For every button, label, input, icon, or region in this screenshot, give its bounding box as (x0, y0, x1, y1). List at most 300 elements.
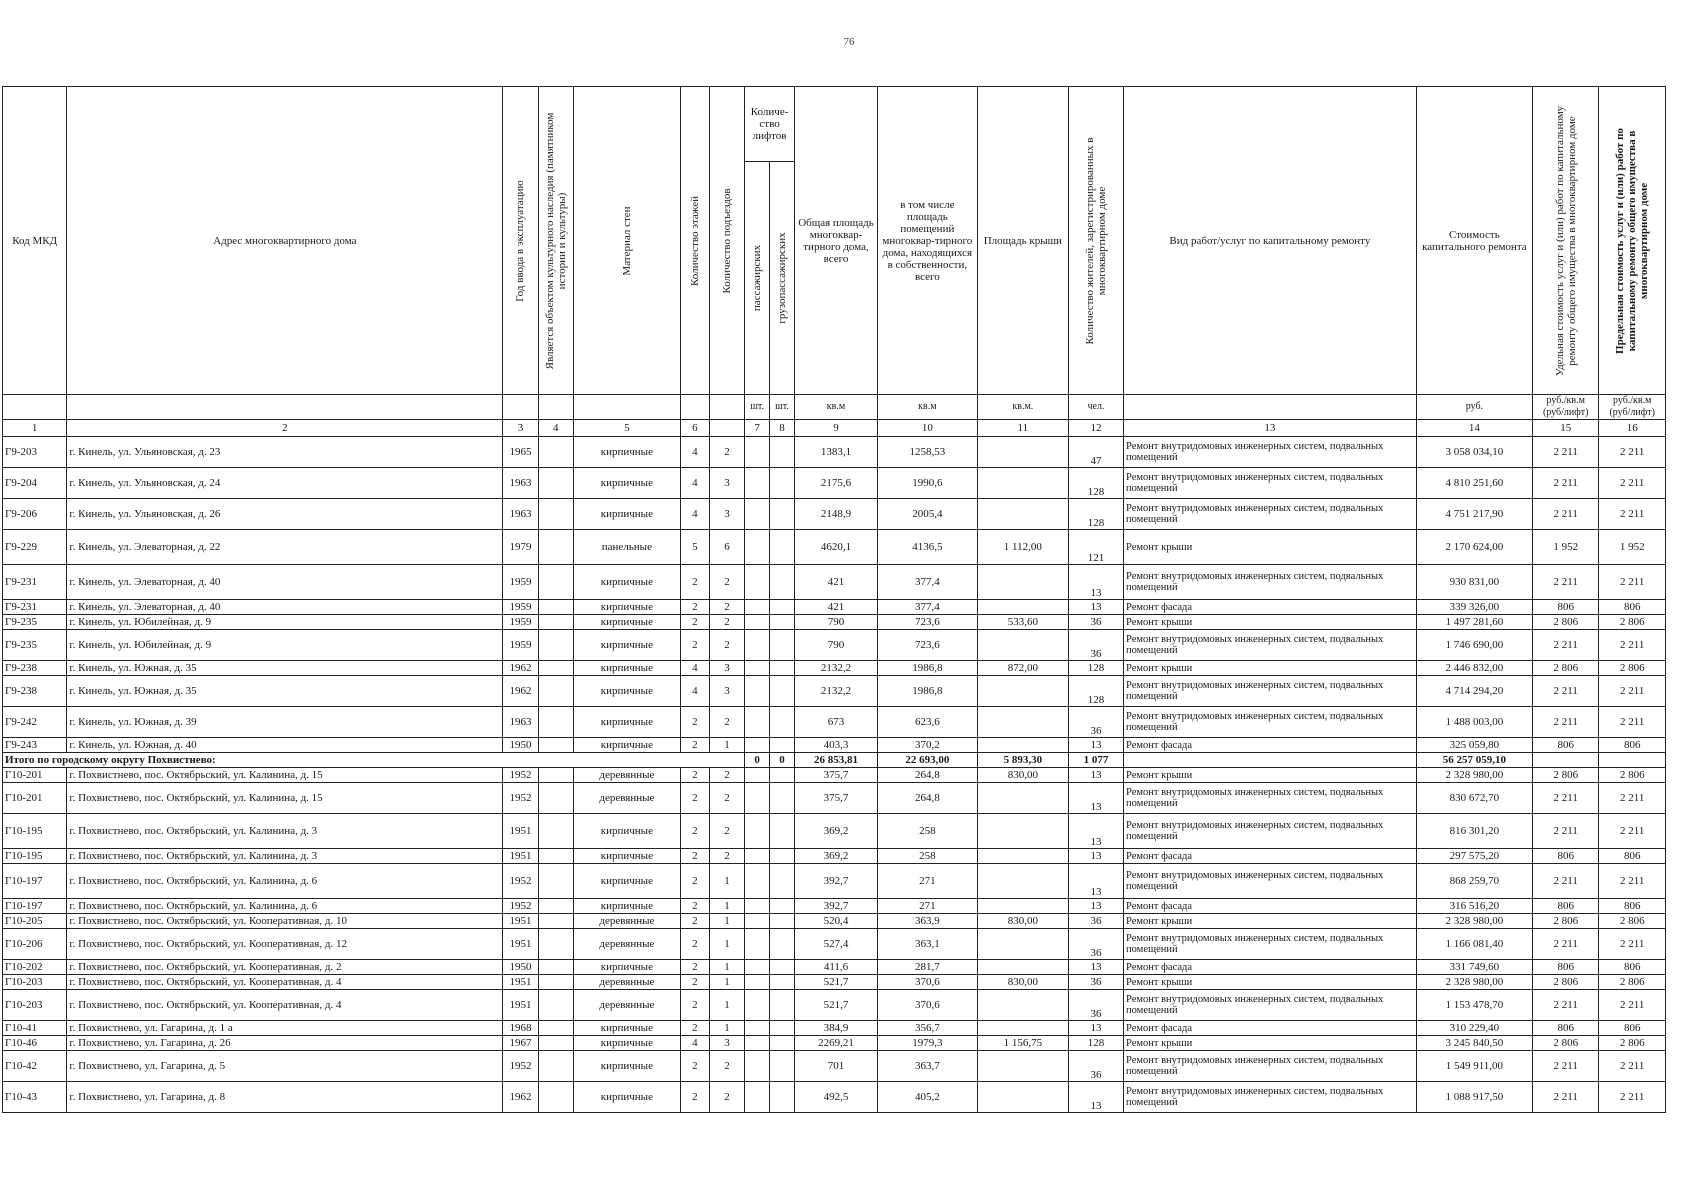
cell-work-type: Ремонт фасада (1124, 899, 1417, 914)
cell-entrances: 1 (709, 899, 744, 914)
header-heritage: Является объектом культурного наследия (памятником истории и культуры) (538, 87, 573, 395)
cell-residents: 36 (1069, 707, 1124, 738)
cell-unit-cost: 2 806 (1533, 975, 1599, 990)
cell-roof-area (977, 437, 1068, 468)
table-row (3, 468, 1666, 499)
cell-address: г. Кинель, ул. Южная, д. 35 (67, 661, 503, 676)
cell-residents: 13 (1069, 960, 1124, 975)
table-row (3, 914, 1666, 929)
cell-heritage (538, 814, 573, 849)
cell-lifts-passenger (745, 783, 770, 814)
table-row (3, 738, 1666, 753)
cell-year: 1951 (503, 914, 538, 929)
total-lifts-cargo: 0 (770, 753, 795, 768)
cell-floors: 2 (680, 768, 709, 783)
cell-entrances: 2 (709, 849, 744, 864)
cell-max-cost: 2 211 (1599, 929, 1666, 960)
cell-lifts-cargo (770, 630, 795, 661)
cell-entrances: 2 (709, 768, 744, 783)
cell-total-area: 1383,1 (794, 437, 877, 468)
table-row (3, 929, 1666, 960)
cell-lifts-cargo (770, 530, 795, 565)
cell-roof-area: 872,00 (977, 661, 1068, 676)
header-max-cost: Предельная стоимость услуг и (или) работ по капитальному ремонту общего имущества в многоквартирном доме (1599, 87, 1666, 395)
cell-unit-cost: 2 211 (1533, 565, 1599, 600)
cell-lifts-passenger (745, 630, 770, 661)
cell-max-cost: 2 806 (1599, 975, 1666, 990)
cell-residents: 36 (1069, 1051, 1124, 1082)
capital-repair-table (2, 86, 1666, 1113)
cell-unit-cost: 806 (1533, 738, 1599, 753)
cell-lifts-passenger (745, 990, 770, 1021)
cell-total-area: 2132,2 (794, 661, 877, 676)
cell-entrances: 2 (709, 814, 744, 849)
cell-address: г. Кинель, ул. Южная, д. 40 (67, 738, 503, 753)
total-area: 26 853,81 (794, 753, 877, 768)
cell-walls: кирпичные (573, 864, 680, 899)
cell-heritage (538, 1051, 573, 1082)
cell-unit-cost: 2 211 (1533, 783, 1599, 814)
header-cost: Стоимость капитального ремонта (1416, 87, 1532, 395)
cell-cost: 1 746 690,00 (1416, 630, 1532, 661)
cell-lifts-cargo (770, 468, 795, 499)
cell-lifts-passenger (745, 849, 770, 864)
cell-lifts-cargo (770, 864, 795, 899)
header-work-type: Вид работ/услуг по капитальному ремонту (1124, 87, 1417, 395)
cell-entrances: 2 (709, 615, 744, 630)
table-row (3, 768, 1666, 783)
cell-roof-area (977, 707, 1068, 738)
cell-total-area: 527,4 (794, 929, 877, 960)
cell-lifts-cargo (770, 975, 795, 990)
cell-unit-cost: 2 806 (1533, 661, 1599, 676)
cell-lifts-passenger (745, 707, 770, 738)
cell-lifts-cargo (770, 849, 795, 864)
cell-walls: кирпичные (573, 1036, 680, 1051)
table-row (3, 1036, 1666, 1051)
header-residents: Количество жителей, зарегистрированных в многоквартирном доме (1069, 87, 1124, 395)
cell-max-cost: 2 211 (1599, 468, 1666, 499)
table-row (3, 499, 1666, 530)
cell-work-type: Ремонт крыши (1124, 661, 1417, 676)
cell-residents: 13 (1069, 1082, 1124, 1113)
column-number (709, 420, 744, 437)
cell-total-area: 2269,21 (794, 1036, 877, 1051)
cell-heritage (538, 468, 573, 499)
cell-residents: 13 (1069, 814, 1124, 849)
cell-cost: 1 497 281,60 (1416, 615, 1532, 630)
cell-address: г. Кинель, ул. Юбилейная, д. 9 (67, 615, 503, 630)
cell-walls: панельные (573, 530, 680, 565)
cell-roof-area: 1 112,00 (977, 530, 1068, 565)
cell-year: 1951 (503, 990, 538, 1021)
cell-lifts-cargo (770, 738, 795, 753)
cell-address: г. Похвистнево, ул. Гагарина, д. 8 (67, 1082, 503, 1113)
cell-heritage (538, 738, 573, 753)
cell-unit-cost: 2 806 (1533, 615, 1599, 630)
unit-rub-sqm: руб./кв.м (руб/лифт) (1533, 395, 1599, 420)
column-number: 5 (573, 420, 680, 437)
cell-residents: 36 (1069, 630, 1124, 661)
cell-lifts-passenger (745, 960, 770, 975)
cell-address: г. Кинель, ул. Элеваторная, д. 40 (67, 565, 503, 600)
table-row (3, 437, 1666, 468)
cell-cost: 2 328 980,00 (1416, 975, 1532, 990)
cell-owned-area: 405,2 (878, 1082, 978, 1113)
cell-work-type: Ремонт крыши (1124, 914, 1417, 929)
cell-max-cost: 2 806 (1599, 914, 1666, 929)
cell-floors: 2 (680, 990, 709, 1021)
cell-unit-cost: 2 211 (1533, 676, 1599, 707)
cell-max-cost: 1 952 (1599, 530, 1666, 565)
cell-code: Г10-41 (3, 1021, 67, 1036)
cell-cost: 868 259,70 (1416, 864, 1532, 899)
table-row (3, 615, 1666, 630)
cell-total-area: 521,7 (794, 990, 877, 1021)
cell-max-cost: 2 806 (1599, 661, 1666, 676)
cell-address: г. Кинель, ул. Южная, д. 35 (67, 676, 503, 707)
cell-max-cost: 2 211 (1599, 814, 1666, 849)
cell-roof-area (977, 468, 1068, 499)
cell-address: г. Похвистнево, пос. Октябрьский, ул. Калинина, д. 3 (67, 814, 503, 849)
cell-unit-cost: 2 211 (1533, 1051, 1599, 1082)
header-year: Год ввода в эксплуатацию (503, 87, 538, 395)
cell-walls: кирпичные (573, 468, 680, 499)
column-number: 13 (1124, 420, 1417, 437)
cell-residents: 13 (1069, 1021, 1124, 1036)
cell-total-area: 2148,9 (794, 499, 877, 530)
table-row (3, 565, 1666, 600)
cell-address: г. Кинель, ул. Юбилейная, д. 9 (67, 630, 503, 661)
cell-code: Г10-201 (3, 783, 67, 814)
cell-owned-area: 377,4 (878, 600, 978, 615)
cell-max-cost: 2 806 (1599, 768, 1666, 783)
cell-heritage (538, 437, 573, 468)
cell-unit-cost: 806 (1533, 600, 1599, 615)
cell-max-cost: 806 (1599, 600, 1666, 615)
cell-heritage (538, 849, 573, 864)
cell-walls: деревянные (573, 783, 680, 814)
cell-work-type: Ремонт внутридомовых инженерных систем, подвальных помещений (1124, 864, 1417, 899)
total-residents: 1 077 (1069, 753, 1124, 768)
header-lifts-cargo: грузопассажирских (770, 162, 795, 395)
cell-entrances: 3 (709, 661, 744, 676)
cell-max-cost: 2 211 (1599, 783, 1666, 814)
cell-address: г. Похвистнево, ул. Гагарина, д. 1 а (67, 1021, 503, 1036)
cell-walls: деревянные (573, 975, 680, 990)
cell-heritage (538, 975, 573, 990)
cell-lifts-passenger (745, 1036, 770, 1051)
unit-pcs: шт. (745, 395, 770, 420)
cell-lifts-passenger (745, 565, 770, 600)
cell-heritage (538, 929, 573, 960)
cell-year: 1952 (503, 1051, 538, 1082)
cell-heritage (538, 1082, 573, 1113)
cell-year: 1951 (503, 929, 538, 960)
cell-floors: 4 (680, 661, 709, 676)
cell-owned-area: 363,7 (878, 1051, 978, 1082)
cell-walls: кирпичные (573, 600, 680, 615)
cell-roof-area: 830,00 (977, 914, 1068, 929)
cell-code: Г9-204 (3, 468, 67, 499)
cell-owned-area: 1979,3 (878, 1036, 978, 1051)
cell-code: Г10-195 (3, 814, 67, 849)
cell-work-type: Ремонт внутридомовых инженерных систем, подвальных помещений (1124, 437, 1417, 468)
cell-walls: кирпичные (573, 899, 680, 914)
cell-total-area: 369,2 (794, 849, 877, 864)
cell-year: 1951 (503, 814, 538, 849)
cell-residents: 13 (1069, 899, 1124, 914)
cell-cost: 816 301,20 (1416, 814, 1532, 849)
cell-unit-cost: 1 952 (1533, 530, 1599, 565)
cell-heritage (538, 600, 573, 615)
cell-work-type: Ремонт фасада (1124, 600, 1417, 615)
cell-max-cost: 2 211 (1599, 565, 1666, 600)
cell-year: 1965 (503, 437, 538, 468)
cell-owned-area: 271 (878, 899, 978, 914)
cell-max-cost: 2 211 (1599, 864, 1666, 899)
table-total (3, 753, 1666, 768)
cell-walls: деревянные (573, 990, 680, 1021)
cell-lifts-passenger (745, 615, 770, 630)
cell-year: 1967 (503, 1036, 538, 1051)
cell-unit-cost: 806 (1533, 1021, 1599, 1036)
cell-code: Г10-203 (3, 990, 67, 1021)
cell-walls: кирпичные (573, 707, 680, 738)
unit-pcs: шт. (770, 395, 795, 420)
cell-lifts-passenger (745, 499, 770, 530)
cell-address: г. Кинель, ул. Элеваторная, д. 22 (67, 530, 503, 565)
cell-max-cost: 806 (1599, 899, 1666, 914)
cell-walls: кирпичные (573, 499, 680, 530)
cell-floors: 2 (680, 864, 709, 899)
cell-cost: 4 714 294,20 (1416, 676, 1532, 707)
cell-lifts-passenger (745, 676, 770, 707)
cell-residents: 128 (1069, 676, 1124, 707)
cell-lifts-passenger (745, 1051, 770, 1082)
cell-heritage (538, 661, 573, 676)
cell-residents: 121 (1069, 530, 1124, 565)
cell-year: 1951 (503, 975, 538, 990)
cell-owned-area: 4136,5 (878, 530, 978, 565)
cell-total-area: 375,7 (794, 783, 877, 814)
cell-walls: кирпичные (573, 661, 680, 676)
cell-heritage (538, 630, 573, 661)
cell-entrances: 1 (709, 929, 744, 960)
cell-entrances: 2 (709, 783, 744, 814)
cell-lifts-cargo (770, 783, 795, 814)
cell-residents: 36 (1069, 615, 1124, 630)
table-row (3, 899, 1666, 914)
cell-residents: 128 (1069, 1036, 1124, 1051)
cell-residents: 36 (1069, 929, 1124, 960)
cell-roof-area (977, 864, 1068, 899)
table-row (3, 661, 1666, 676)
cell-floors: 2 (680, 929, 709, 960)
cell-total-area: 2175,6 (794, 468, 877, 499)
unit-rub-sqm: руб./кв.м (руб/лифт) (1599, 395, 1666, 420)
cell-address: г. Похвистнево, ул. Гагарина, д. 26 (67, 1036, 503, 1051)
table-body-kinel (3, 437, 1666, 753)
cell-work-type: Ремонт внутридомовых инженерных систем, подвальных помещений (1124, 1051, 1417, 1082)
cell-work-type: Ремонт внутридомовых инженерных систем, подвальных помещений (1124, 929, 1417, 960)
cell-max-cost: 806 (1599, 738, 1666, 753)
units-row (3, 395, 1666, 420)
column-number: 9 (794, 420, 877, 437)
cell-owned-area: 1990,6 (878, 468, 978, 499)
cell-max-cost: 806 (1599, 849, 1666, 864)
cell-year: 1950 (503, 960, 538, 975)
cell-year: 1950 (503, 738, 538, 753)
cell-roof-area (977, 676, 1068, 707)
cell-lifts-cargo (770, 615, 795, 630)
cell-residents: 128 (1069, 661, 1124, 676)
cell-unit-cost: 2 211 (1533, 929, 1599, 960)
cell-unit-cost: 2 211 (1533, 437, 1599, 468)
cell-owned-area: 258 (878, 814, 978, 849)
cell-address: г. Похвистнево, пос. Октябрьский, ул. Калинина, д. 3 (67, 849, 503, 864)
cell-lifts-passenger (745, 1021, 770, 1036)
cell-entrances: 3 (709, 1036, 744, 1051)
cell-owned-area: 723,6 (878, 615, 978, 630)
table-body-pokhvistnevo (3, 768, 1666, 1113)
cell-address: г. Похвистнево, пос. Октябрьский, ул. Калинина, д. 15 (67, 783, 503, 814)
cell-year: 1963 (503, 499, 538, 530)
cell-work-type: Ремонт внутридомовых инженерных систем, подвальных помещений (1124, 676, 1417, 707)
cell-address: г. Похвистнево, пос. Октябрьский, ул. Кооперативная, д. 4 (67, 990, 503, 1021)
cell-total-area: 2132,2 (794, 676, 877, 707)
cell-floors: 2 (680, 814, 709, 849)
cell-roof-area: 830,00 (977, 768, 1068, 783)
cell-max-cost: 2 806 (1599, 615, 1666, 630)
cell-floors: 4 (680, 437, 709, 468)
cell-code: Г10-202 (3, 960, 67, 975)
cell-residents: 13 (1069, 738, 1124, 753)
cell-cost: 1 488 003,00 (1416, 707, 1532, 738)
cell-roof-area: 533,60 (977, 615, 1068, 630)
cell-max-cost: 2 211 (1599, 499, 1666, 530)
header-lifts: Количе-ство лифтов (745, 87, 795, 162)
cell-lifts-cargo (770, 565, 795, 600)
column-number: 6 (680, 420, 709, 437)
cell-entrances: 1 (709, 975, 744, 990)
column-number: 8 (770, 420, 795, 437)
cell-heritage (538, 914, 573, 929)
cell-owned-area: 363,9 (878, 914, 978, 929)
cell-lifts-cargo (770, 914, 795, 929)
cell-unit-cost: 2 211 (1533, 990, 1599, 1021)
header-address: Адрес многоквартирного дома (67, 87, 503, 395)
cell-floors: 2 (680, 600, 709, 615)
cell-residents: 13 (1069, 864, 1124, 899)
cell-code: Г10-203 (3, 975, 67, 990)
cell-cost: 3 245 840,50 (1416, 1036, 1532, 1051)
cell-max-cost: 2 806 (1599, 1036, 1666, 1051)
cell-work-type: Ремонт внутридомовых инженерных систем, подвальных помещений (1124, 468, 1417, 499)
cell-work-type: Ремонт внутридомовых инженерных систем, подвальных помещений (1124, 499, 1417, 530)
cell-walls: деревянные (573, 768, 680, 783)
cell-code: Г9-231 (3, 600, 67, 615)
cell-year: 1962 (503, 1082, 538, 1113)
cell-code: Г10-197 (3, 899, 67, 914)
cell-work-type: Ремонт внутридомовых инженерных систем, подвальных помещений (1124, 565, 1417, 600)
cell-heritage (538, 864, 573, 899)
cell-roof-area (977, 899, 1068, 914)
cell-code: Г10-205 (3, 914, 67, 929)
cell-total-area: 369,2 (794, 814, 877, 849)
column-number: 7 (745, 420, 770, 437)
cell-address: г. Похвистнево, пос. Октябрьский, ул. Калинина, д. 6 (67, 864, 503, 899)
cell-entrances: 2 (709, 1082, 744, 1113)
cell-year: 1952 (503, 899, 538, 914)
cell-lifts-cargo (770, 1082, 795, 1113)
cell-unit-cost: 2 211 (1533, 814, 1599, 849)
cell-residents: 13 (1069, 783, 1124, 814)
cell-walls: кирпичные (573, 849, 680, 864)
cell-lifts-passenger (745, 661, 770, 676)
cell-floors: 4 (680, 499, 709, 530)
cell-owned-area: 264,8 (878, 783, 978, 814)
cell-floors: 2 (680, 738, 709, 753)
cell-total-area: 411,6 (794, 960, 877, 975)
cell-lifts-cargo (770, 1051, 795, 1082)
cell-code: Г9-243 (3, 738, 67, 753)
cell-work-type: Ремонт фасада (1124, 1021, 1417, 1036)
cell-floors: 4 (680, 468, 709, 499)
cell-residents: 128 (1069, 468, 1124, 499)
cell-owned-area: 2005,4 (878, 499, 978, 530)
cell-owned-area: 623,6 (878, 707, 978, 738)
cell-roof-area (977, 499, 1068, 530)
cell-year: 1962 (503, 676, 538, 707)
cell-heritage (538, 676, 573, 707)
cell-walls: кирпичные (573, 1082, 680, 1113)
header-code: Код МКД (3, 87, 67, 395)
cell-address: г. Похвистнево, пос. Октябрьский, ул. Кооперативная, д. 2 (67, 960, 503, 975)
unit-sqm: кв.м (794, 395, 877, 420)
cell-floors: 4 (680, 1036, 709, 1051)
cell-walls: деревянные (573, 929, 680, 960)
cell-entrances: 3 (709, 676, 744, 707)
cell-entrances: 1 (709, 990, 744, 1021)
total-label: Итого по городскому округу Похвистнево: (3, 753, 745, 768)
table-row (3, 814, 1666, 849)
table-row (3, 1051, 1666, 1082)
cell-code: Г9-238 (3, 676, 67, 707)
cell-year: 1963 (503, 707, 538, 738)
table-row (3, 600, 1666, 615)
cell-address: г. Похвистнево, пос. Октябрьский, ул. Кооперативная, д. 12 (67, 929, 503, 960)
cell-lifts-passenger (745, 814, 770, 849)
cell-work-type: Ремонт внутридомовых инженерных систем, подвальных помещений (1124, 707, 1417, 738)
cell-cost: 930 831,00 (1416, 565, 1532, 600)
cell-total-area: 421 (794, 565, 877, 600)
cell-walls: кирпичные (573, 814, 680, 849)
cell-floors: 2 (680, 1082, 709, 1113)
cell-owned-area: 370,2 (878, 738, 978, 753)
cell-lifts-cargo (770, 768, 795, 783)
column-number: 4 (538, 420, 573, 437)
cell-residents: 13 (1069, 768, 1124, 783)
cell-entrances: 2 (709, 630, 744, 661)
cell-total-area: 4620,1 (794, 530, 877, 565)
cell-residents: 128 (1069, 499, 1124, 530)
cell-entrances: 1 (709, 864, 744, 899)
cell-entrances: 1 (709, 960, 744, 975)
cell-lifts-passenger (745, 768, 770, 783)
cell-lifts-cargo (770, 600, 795, 615)
cell-code: Г9-235 (3, 615, 67, 630)
